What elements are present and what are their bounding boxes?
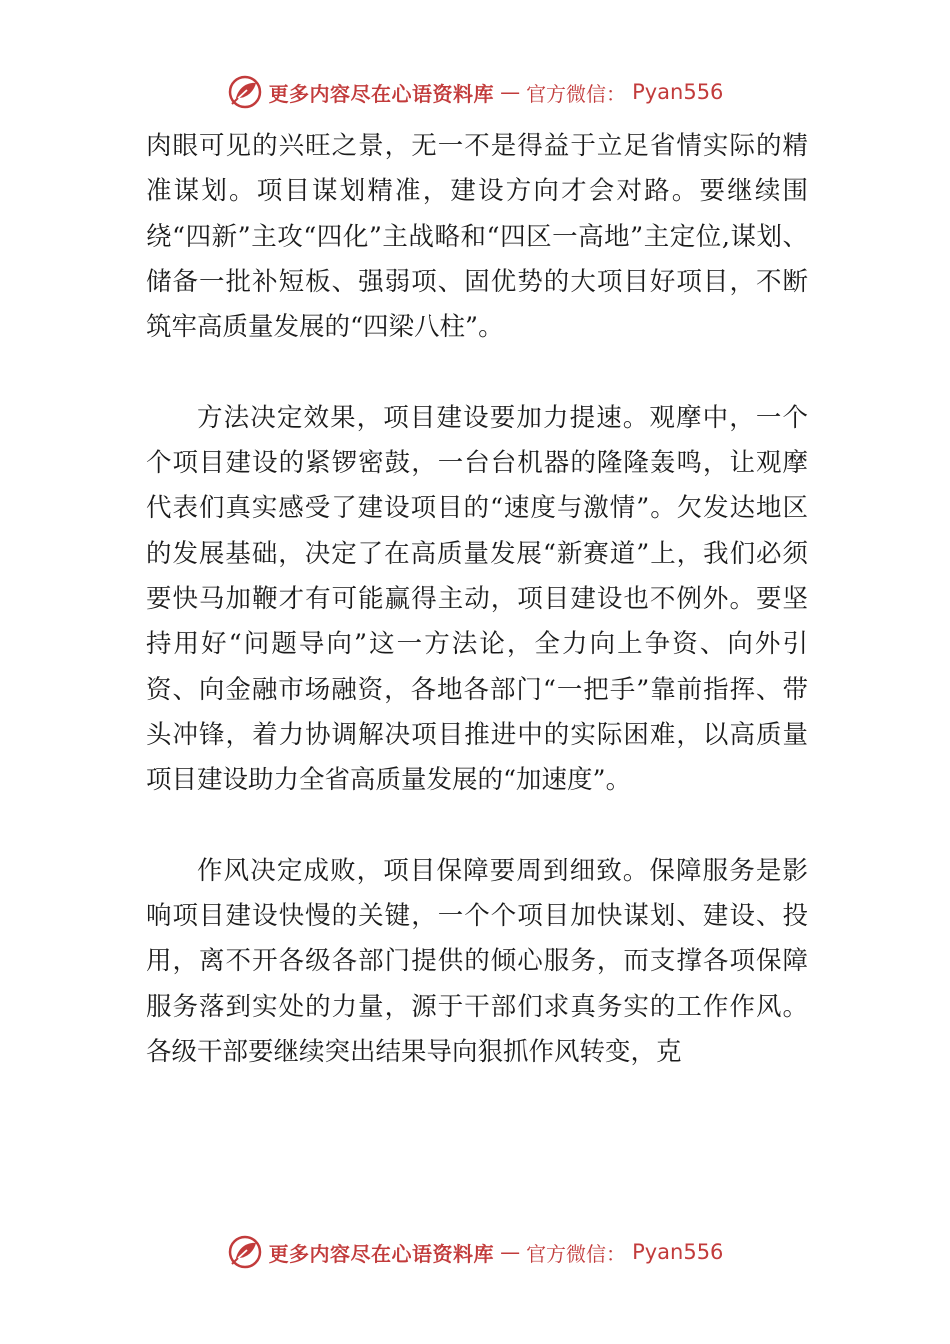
- banner-wechat-id: Pyan556: [632, 80, 724, 104]
- banner-wechat-id: Pyan556: [632, 1240, 724, 1264]
- document-body: [146, 124, 808, 1075]
- paragraph-2: 方法决定效果，项目建设要加力提速。观摩中，一个个项目建设的紧锣密鼓，一台台机器的隆隆轰鸣，让观摩代表们真实感受了建设项目的“速度与激情”。欠发达地区的发展基础，决定了在高质量发展“新赛道”上，我们必须要快马加鞭才有可能赢得主动，项目建设也不例外。要坚持用好“问题导向”这一方法论，全力向上争资、向外引资、向金融市场融资，各地各部门“一把手”靠前指挥、带头冲锋，着力协调解决项目推进中的实际困难，以高质量项目建设助力全省高质量发展的“加速度”。: [146, 402, 808, 796]
- banner-wechat-label: 官方微信：: [526, 81, 627, 106]
- leaf-logo-icon: [227, 74, 263, 110]
- banner-separator: —: [500, 80, 521, 104]
- banner-title: 更多内容尽在心语资料库: [268, 81, 495, 106]
- banner-wechat-label: 官方微信：: [526, 1241, 627, 1266]
- paragraph-gap: [146, 803, 808, 848]
- paragraph-gap: [146, 350, 808, 395]
- banner-separator: —: [500, 1240, 521, 1264]
- paragraph-3: 作风决定成败，项目保障要周到细致。保障服务是影响项目建设快慢的关键，一个个项目加快谋划、建设、投用，离不开各级各部门提供的倾心服务，而支撑各项保障服务落到实处的力量，源于干部们求真务实的工作作风。各级干部要继续突出结果导向狠抓作风转变，克: [146, 855, 808, 1067]
- banner-title: 更多内容尽在心语资料库: [268, 1241, 495, 1266]
- footer-banner: [0, 1232, 950, 1272]
- leaf-logo-icon: [227, 1234, 263, 1270]
- paragraph-1: 肉眼可见的兴旺之景，无一不是得益于立足省情实际的精准谋划。项目谋划精准，建设方向才会对路。要继续围绕“四新”主攻“四化”主战略和“四区一高地”主定位,谋划、储备一批补短板、强弱项、固优势的大项目好项目，不断筑牢高质量发展的“四梁八柱”。: [146, 131, 808, 343]
- header-banner: [0, 72, 950, 112]
